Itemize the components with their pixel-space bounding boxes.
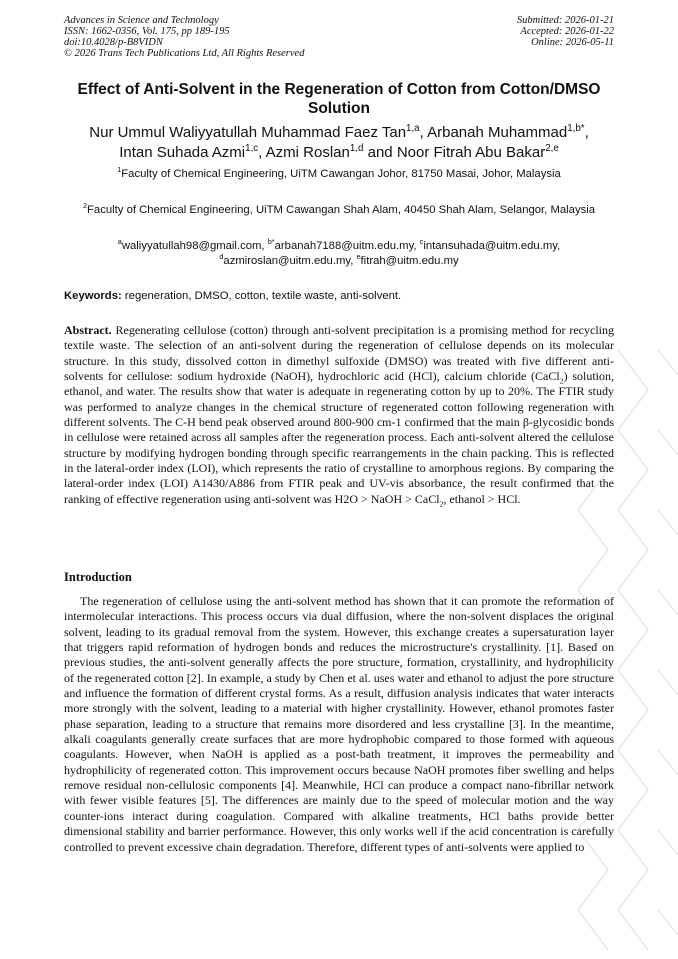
author: Intan Suhada Azmi$^{1,c}$ xyxy=(119,143,259,161)
affiliation-1: $^1$Faculty of Chemical Engineering, UiTM Cawangan Johor, 81750 Masai, Johor, Malaysia xyxy=(117,165,561,180)
keywords-text: regeneration, DMSO, cotton, textile waste, anti-solvent. xyxy=(124,290,402,302)
abstract-label: Abstract. xyxy=(64,323,112,337)
email[interactable]: $^{b*}$arbanah7188@uitm.edu.my xyxy=(267,237,414,252)
email[interactable]: $^d$azmiroslan@uitm.edu.my xyxy=(219,252,351,267)
keywords xyxy=(64,289,614,303)
author: Nur Ummul Waliyyatullah Muhammad Faez Tan$^{1,a}$ xyxy=(89,123,420,141)
submission-dates xyxy=(517,15,614,48)
author: Arbanah Muhammad$^{1,b*}$ xyxy=(427,123,585,141)
email[interactable]: $^c$intansuhada@uitm.edu.my xyxy=(419,237,558,252)
journal-info xyxy=(64,15,304,59)
online-date: Online: 2026-05-11 xyxy=(531,37,614,48)
journal-name: Advances in Science and Technology xyxy=(64,15,219,26)
accepted-date: Accepted: 2026-01-22 xyxy=(520,26,614,37)
author-list: Nur Ummul Waliyyatullah Muhammad Faez Tan$^{1,a}$, Arbanah Muhammad$^{1,b*}$, Intan Suhada Azmi$^{1,c}$, Azmi Roslan$^{1,d}$ and Noor Fitrah Abu Bakar$^{2,e}$ xyxy=(89,123,589,161)
journal-copyright: © 2026 Trans Tech Publications Ltd, All Rights Reserved xyxy=(64,48,305,59)
journal-doi: doi:10.4028/p-B8VIDN xyxy=(64,37,163,48)
introduction-paragraph: The regeneration of cellulose using the anti-solvent method has shown that it can promote the reformation of intermolecular interactions. This process occurs via dual diffusion, where the non-solvent displaces the original solvent, leading to its gradual removal from the system. However, this exchange creates a supersaturation layer that triggers rapid reformation of hydrogen bonds and reduces the microstructure's crystallinity. [1]. Based on previous studies, the anti-solvent generally affects the pore structure, formation, crystallinity, and hydrophilicity of the regenerated cotton [2]. In example, a study by Chen et al. uses water and ethanol to adjust the pore structure and influence the formation of different crystal forms. As a result, diffusion analysis indicates that water interacts more strongly with the solvent, leading to a material with higher crystallinity. However, ethanol promotes faster phase separation, leading to a structure that remains more disordered and less crystalline [3]. In the meantime, alkali coagulants generally create surfaces that are more hydrophobic compared to those formed with aqueous coagulants. However, when NaOH is applied as a post-bath treatment, it improves the permeability and hydrophilicity of regenerated cotton. This improvement occurs because NaOH promotes fiber swelling and helps remove residual non-cellulosic components [4]. Meanwhile, HCl can produce a compact nano-fibrillar network with fewer visible features [5]. The differences are mainly due to the speed of molecular motion and the way counter-ions interact during coagulation. Compared with alkaline treatments, HCl baths provide better dimensional stability and barrier performance. However, this only works well if the acid concentration is carefully controlled to prevent excessive chain degradation. Therefore, different types of anti-solvents were applied to xyxy=(64,594,614,854)
submitted-date: Submitted: 2026-01-21 xyxy=(516,15,614,26)
section-heading-introduction: Introduction xyxy=(64,570,132,584)
journal-issn: ISSN: 1662-0356, Vol. 175, pp 189-195 xyxy=(64,26,230,37)
email[interactable]: $^e$fitrah@uitm.edu.my xyxy=(356,252,459,267)
email[interactable]: $^a$waliyyatullah98@gmail.com xyxy=(117,237,262,252)
author: Azmi Roslan$^{1,d}$ xyxy=(265,143,364,161)
keywords-label: Keywords: xyxy=(64,290,122,302)
paper-title: Effect of Anti-Solvent in the Regeneration of Cotton from Cotton/DMSO Solution xyxy=(77,81,601,117)
abstract: Abstract. Regenerating cellulose (cotton) through anti-solvent precipitation is a promising method for recycling textile waste. The selection of an anti-solvent during the regeneration of cellulose depends on its molecular structure. In this study, dissolved cotton in dimethyl sulfoxide (DMSO) was treated with five different anti-solvents for cellulose: sodium hydroxide (NaOH), hydrochloric acid (HCl), calcium chloride (CaCl$_2$) solution, ethanol, and water. The results show that water is adequate in regenerating cotton by up to 20%. The FTIR study was performed to analyze changes in the chemical structure of regenerated cotton following regeneration with different solvents. The C-H bend peak observed around 800-900 cm-1 confirmed that the main β-glycosidic bonds in cellulose were retained across all samples after the regeneration process. Each anti-solvent altered the cellulose structure by modifying hydrogen bonding through specific rearrangements in the chain packing. This is reflected in the lateral-order index (LOI), which represents the ratio of crystalline to amorphous regions. By comparing the lateral-order index (LOI) A1430/A886 from FTIR peak and UV-vis absorbance, the result confirmed that the ranking of effective regeneration using anti-solvent was H2O > NaOH > CaCl$_2$, ethanol > HCl. xyxy=(64,323,614,509)
journal-header xyxy=(64,15,614,63)
affiliation-2: $^2$Faculty of Chemical Engineering, UiTM Cawangan Shah Alam, 40450 Shah Alam, Selangor, Malaysia xyxy=(82,201,596,216)
author: Noor Fitrah Abu Bakar$^{2,e}$ xyxy=(396,143,559,161)
email-list: $^a$waliyyatullah98@gmail.com, $^{b*}$arbanah7188@uitm.edu.my, $^c$intansuhada@uitm.edu.my, $^d$azmiroslan@uitm.edu.my, $^e$fitrah@uitm.edu.my xyxy=(117,237,561,267)
